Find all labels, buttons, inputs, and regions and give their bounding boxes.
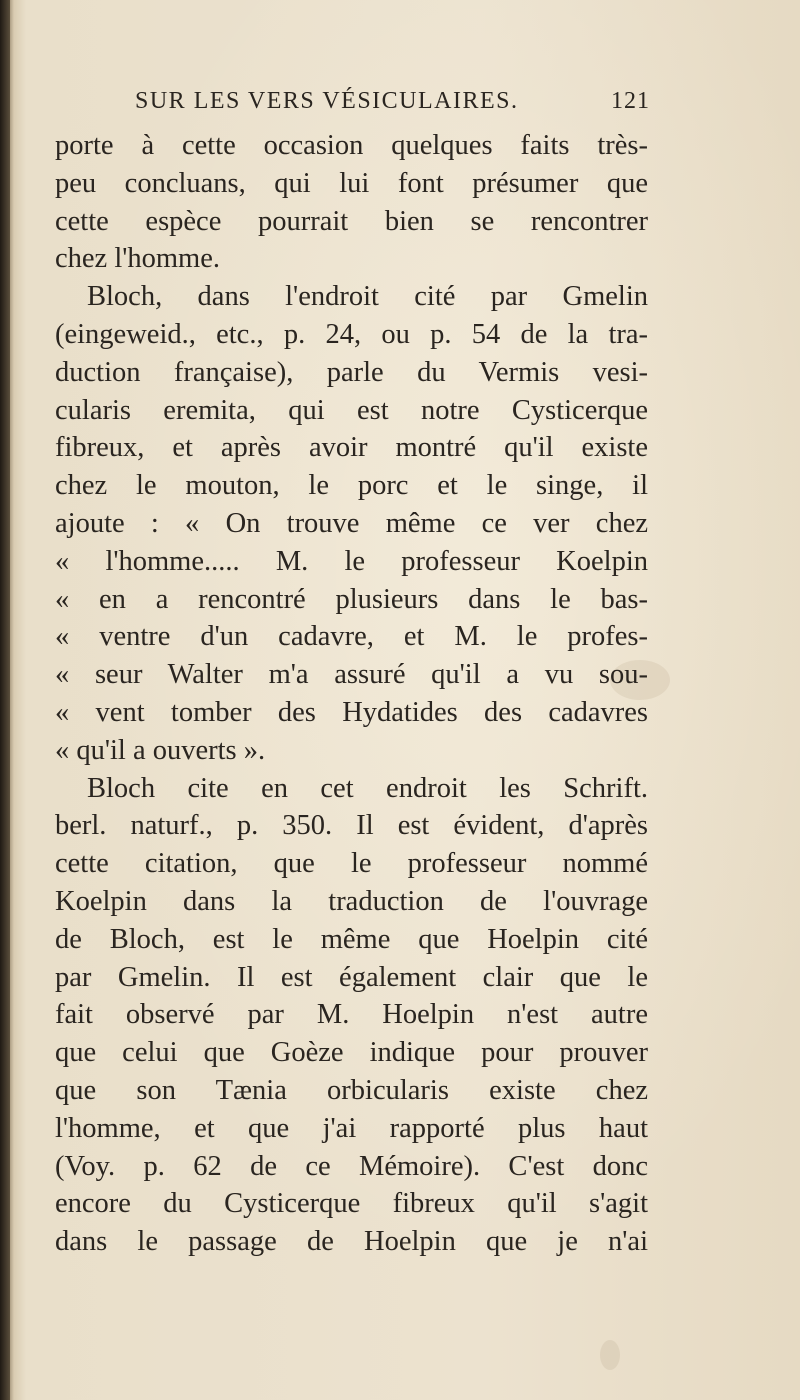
text-line: encore du Cysticerque fibreux qu'il s'agit [55, 1188, 648, 1220]
text-line: par Gmelin. Il est également clair que le [55, 961, 648, 993]
text-line: ajoute : « On trouve même ce ver chez [55, 507, 648, 539]
page-header [135, 88, 650, 122]
body-text [55, 127, 648, 1261]
text-line: cularis eremita, qui est notre Cysticerque [55, 394, 648, 426]
text-line: « l'homme..... M. le professeur Koelpin [55, 545, 648, 577]
text-line: cette citation, que le professeur nommé [55, 848, 648, 880]
text-line: fait observé par M. Hoelpin n'est autre [55, 999, 648, 1031]
text-line: duction française), parle du Vermis vesi- [55, 356, 648, 388]
text-line: l'homme, et que j'ai rapporté plus haut [55, 1112, 648, 1144]
text-line: chez le mouton, le porc et le singe, il [55, 470, 648, 502]
text-line: dans le passage de Hoelpin que je n'ai [55, 1226, 648, 1258]
text-line: Bloch, dans l'endroit cité par Gmelin [87, 281, 648, 313]
text-line: (Voy. p. 62 de ce Mémoire). C'est donc [55, 1150, 648, 1182]
text-line: Koelpin dans la traduction de l'ouvrage [55, 885, 648, 917]
text-line: « seur Walter m'a assuré qu'il a vu sou- [55, 659, 648, 691]
text-line: fibreux, et après avoir montré qu'il existe [55, 432, 648, 464]
text-line: chez l'homme. [55, 243, 220, 275]
running-title: SUR LES VERS VÉSICULAIRES. [135, 88, 519, 114]
text-line: peu concluans, qui lui font présumer que [55, 167, 648, 199]
text-line: que son Tænia orbicularis existe chez [55, 1074, 648, 1106]
text-line: Bloch cite en cet endroit les Schrift. [87, 772, 648, 804]
text-line: « vent tomber des Hydatides des cadavres [55, 696, 648, 728]
page-number: 121 [611, 88, 650, 114]
paper-stain [600, 1340, 620, 1370]
text-line: « en a rencontré plusieurs dans le bas- [55, 583, 648, 615]
text-line: porte à cette occasion quelques faits très- [55, 130, 648, 161]
text-line: de Bloch, est le même que Hoelpin cité [55, 923, 648, 955]
text-line: (eingeweid., etc., p. 24, ou p. 54 de la tra- [55, 318, 648, 350]
book-spine-edge [0, 0, 10, 1400]
text-line: cette espèce pourrait bien se rencontrer [55, 205, 648, 237]
text-line: « ventre d'un cadavre, et M. le profes- [55, 621, 648, 653]
text-line: berl. naturf., p. 350. Il est évident, d'après [55, 810, 648, 842]
text-line: « qu'il a ouverts ». [55, 734, 266, 766]
text-line: que celui que Goèze indique pour prouver [55, 1037, 648, 1069]
